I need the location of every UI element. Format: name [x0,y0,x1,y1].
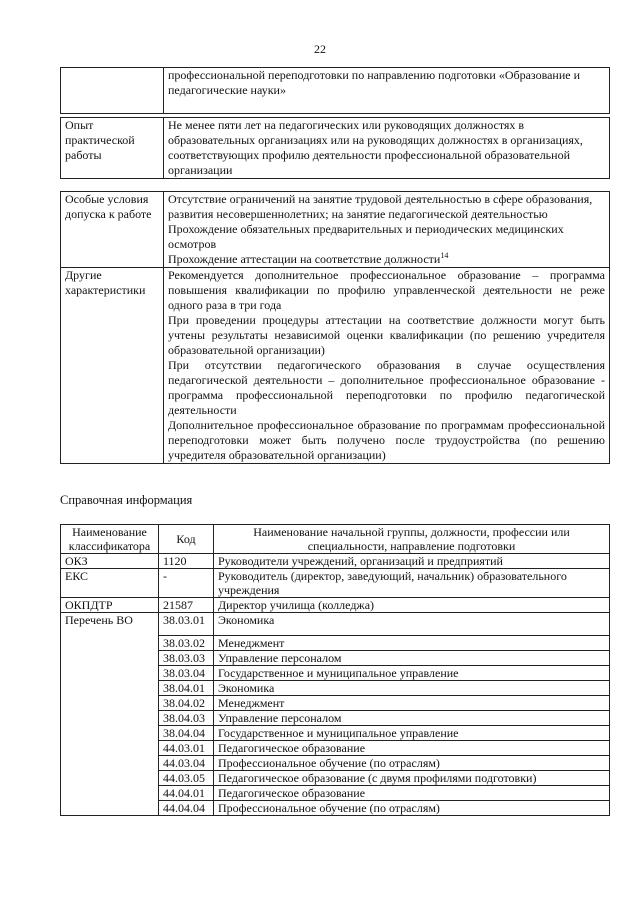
education-continuation-text: профессиональной переподготовки по направлению подготовки «Образование и педагогические науки» [164,68,610,114]
other-item: Дополнительное профессиональное образование по программам профессиональной переподготовки может быть получено после трудоустройства (по решению учредителя образовательной организации) [168,418,605,462]
other-item: При отсутствии педагогического образования в случае осуществления педагогической деятельности – дополнительное профессиональное образование - программа профессиональной переподготовки по профилю педагогической деятельности [168,358,605,417]
name-cell: Менеджмент [214,636,610,651]
name-cell: Педагогическое образование [214,741,610,756]
education-continuation-table [60,67,610,114]
table-header-row [61,525,610,554]
requirements-table [60,191,610,464]
table-row [61,598,610,613]
other-item: Рекомендуется дополнительное профессиональное образование – программа повышения квалификации по профилю управленческой деятельности не реже одного раза в три года [168,268,605,312]
code-cell: 38.04.01 [159,681,214,696]
code-cell: 38.03.01 [159,613,214,636]
page-number: 22 [314,42,326,56]
code-cell: 44.03.05 [159,771,214,786]
name-cell: Руководитель (директор, заведующий, начальник) образовательного учреждения [214,569,610,598]
name-cell: Управление персоналом [214,651,610,666]
name-cell: Профессиональное обучение (по отраслям) [214,801,610,816]
name-cell: Государственное и муниципальное управление [214,726,610,741]
experience-text: Не менее пяти лет на педагогических или руководящих должностях в образовательных организациях или на руководящих должностях в организациях, соответствующих профилю деятельности профессиональной образовательной организации [164,118,610,179]
condition-item-text: Прохождение аттестации на соответствие должности [168,252,441,266]
condition-item: Отсутствие ограничений на занятие трудовой деятельностью в сфере образования, развития несовершеннолетних; на занятие педагогической деятельностью [168,192,593,221]
name-cell: Руководители учреждений, организаций и предприятий [214,554,610,569]
footnote-marker: 14 [440,251,449,260]
other-cell [164,268,610,464]
table-row [61,613,610,636]
condition-item [168,252,605,267]
code-cell: 38.04.02 [159,696,214,711]
table-row [61,554,610,569]
name-cell: Профессиональное обучение (по отраслям) [214,756,610,771]
name-cell: Государственное и муниципальное управление [214,666,610,681]
header-classifier: Наименование классификатора [61,525,159,554]
code-cell: 44.04.04 [159,801,214,816]
code-cell: 21587 [159,598,214,613]
name-cell: Экономика [214,681,610,696]
conditions-label: Особые условия допуска к работе [61,192,164,268]
code-cell: 38.03.03 [159,651,214,666]
other-label: Другие характеристики [61,268,164,464]
code-cell: - [159,569,214,598]
classifier-cell: ОКПДТР [61,598,159,613]
name-cell: Менеджмент [214,696,610,711]
code-cell: 44.03.01 [159,741,214,756]
reference-table [60,524,610,816]
code-cell: 38.04.03 [159,711,214,726]
conditions-cell [164,192,610,268]
table-row [61,268,610,464]
code-cell: 38.03.02 [159,636,214,651]
name-cell: Управление персоналом [214,711,610,726]
header-code: Код [159,525,214,554]
table-row [61,118,610,179]
experience-label: Опыт практической работы [61,118,164,179]
code-cell: 38.03.04 [159,666,214,681]
name-cell: Экономика [214,613,610,636]
vo-classifier-cell: Перечень ВО [61,613,159,816]
code-cell: 44.04.01 [159,786,214,801]
experience-table [60,117,610,179]
table-row [61,569,610,598]
code-cell: 1120 [159,554,214,569]
name-cell: Педагогическое образование [214,786,610,801]
code-cell: 44.03.04 [159,756,214,771]
table-row [61,192,610,268]
reference-title: Справочная информация [60,493,193,507]
other-item: При проведении процедуры аттестации на соответствие должности могут быть учтены результаты независимой оценки квалификации (по решению учредителя образовательной организации) [168,313,605,357]
table-row [61,68,610,114]
classifier-cell: ЕКС [61,569,159,598]
classifier-cell: ОКЗ [61,554,159,569]
empty-label-cell [61,68,164,114]
name-cell: Педагогическое образование (с двумя профилями подготовки) [214,771,610,786]
name-cell: Директор училища (колледжа) [214,598,610,613]
condition-item: Прохождение обязательных предварительных и периодических медицинских осмотров [168,222,564,251]
header-name: Наименование начальной группы, должности, профессии или специальности, направление подготовки [214,525,610,554]
code-cell: 38.04.04 [159,726,214,741]
